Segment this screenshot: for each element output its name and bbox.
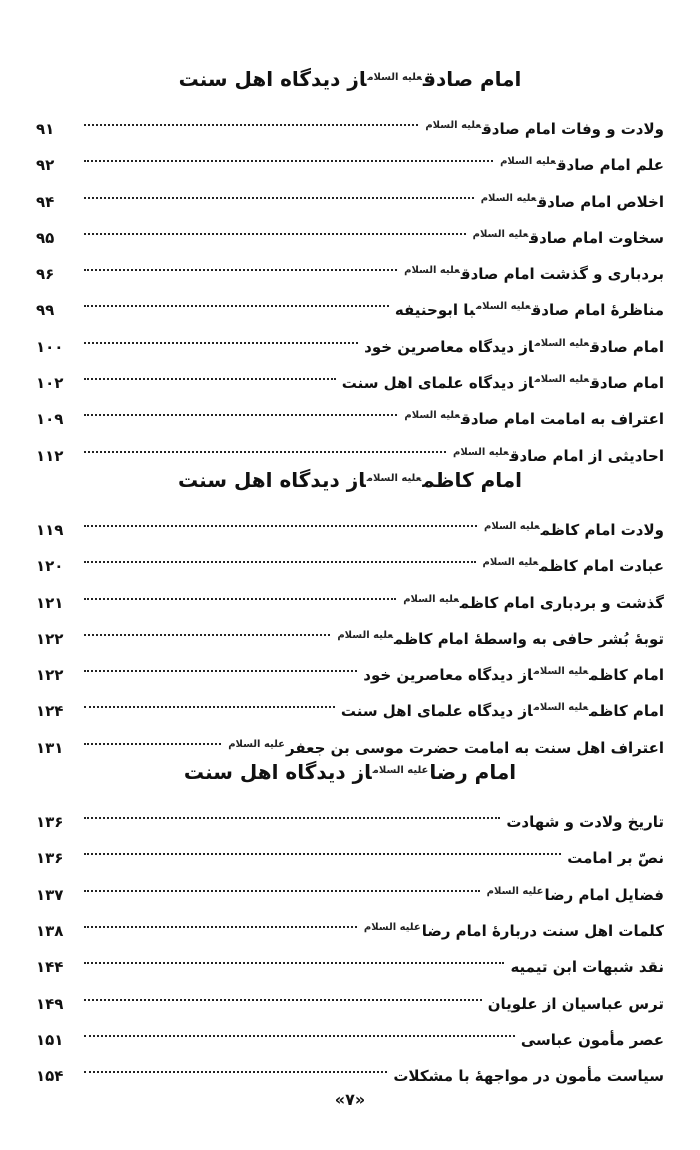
toc-page-number: ۹۶: [36, 265, 55, 284]
section-heading-rest: از دیدگاه اهل سنت: [183, 760, 372, 785]
dot-leader: [82, 717, 223, 753]
toc-entry[interactable]: [36, 791, 664, 832]
salutation-mark: عليه السلام: [366, 472, 422, 484]
toc-page-number: ۱۰۹: [36, 410, 64, 429]
page-number: «۷»: [334, 1090, 366, 1109]
dot-leader: [82, 973, 484, 1009]
toc-entry-text: عصر مأمون عباسی: [520, 1030, 664, 1049]
toc-entry-text-continued: از دیدگاه معاصرین خود: [364, 337, 534, 356]
toc-entry-text: اعتراف اهل سنت به امامت حضرت موسی بن جعفر: [286, 738, 664, 757]
dot-leader: [82, 499, 479, 535]
toc-page-number: ۱۳۸: [36, 921, 64, 940]
dot-leader: [82, 1045, 389, 1081]
toc-entry-title: [398, 585, 664, 624]
dot-leader: [82, 352, 338, 388]
toc-entry-title: [359, 657, 664, 696]
toc-entry[interactable]: [36, 499, 664, 539]
toc-page-number: ۱۴۴: [36, 958, 64, 977]
dot-leader: [82, 171, 476, 207]
dot-leader: [82, 827, 563, 863]
dot-leader: [82, 98, 420, 134]
toc-entry-title: [468, 220, 664, 259]
toc-entry-text: علم امام صادق: [556, 156, 664, 175]
toc-page-number: ۱۲۱: [36, 593, 64, 612]
dot-leader: [82, 243, 399, 279]
toc-entry-text: ولادت امام کاظم: [540, 520, 664, 539]
dot-leader: [82, 279, 391, 315]
toc-page-number: ۹۹: [36, 301, 55, 320]
toc-entry-text: توبهٔ بُشر حافی به واسطهٔ امام کاظم: [393, 629, 664, 648]
toc-page-number: ۱۴۹: [36, 994, 64, 1013]
toc-entry-title: [332, 621, 664, 660]
toc-page-number: ۱۲۴: [36, 702, 64, 721]
salutation-mark: عليه السلام: [534, 337, 590, 349]
section-heading: [36, 60, 664, 98]
salutation-mark: عليه السلام: [363, 921, 421, 933]
salutation-mark: عليه السلام: [425, 120, 481, 131]
section-heading-name: امام کاظم: [422, 467, 523, 492]
salutation-mark: عليه السلام: [367, 72, 422, 83]
toc-entry-title: [506, 949, 664, 985]
toc-entry-text: سخاوت امام صادق: [529, 228, 664, 247]
toc-page-number: ۱۰۲: [36, 374, 64, 393]
dot-leader: [82, 1009, 517, 1045]
toc-entry-title: [482, 877, 664, 916]
toc-entry-title: [479, 512, 664, 551]
salutation-mark: عليه السلام: [404, 410, 461, 422]
dot-leader: [82, 316, 360, 352]
toc-entry-text-continued: از دیدگاه معاصرین خود: [363, 666, 533, 685]
dot-leader: [82, 207, 468, 243]
toc-page-number: ۱۰۰: [36, 337, 64, 356]
salutation-mark: عليه السلام: [500, 156, 556, 168]
toc-page-number: ۱۳۷: [36, 885, 64, 904]
table-of-contents: [36, 60, 664, 1086]
toc-entry-text: کلمات اهل سنت دربارهٔ امام رضا: [421, 921, 664, 940]
toc-entry-title: [337, 693, 664, 732]
dot-leader: [82, 791, 502, 827]
toc-page-number: ۱۳۶: [36, 813, 64, 832]
dot-leader: [82, 388, 399, 424]
toc-page-number: ۱۱۹: [36, 520, 64, 539]
toc-page-number: ۹۴: [36, 192, 55, 211]
toc-page-number: ۹۱: [36, 120, 55, 138]
salutation-mark: عليه السلام: [472, 228, 529, 240]
dot-leader: [82, 608, 332, 644]
toc-entry-text: ولادت و وفات امام صادق: [481, 120, 664, 138]
dot-leader: [82, 864, 482, 900]
toc-entry-text: احادیثی از امام صادق: [509, 446, 664, 465]
salutation-mark: عليه السلام: [228, 738, 286, 750]
salutation-mark: عليه السلام: [372, 765, 429, 777]
salutation-mark: عليه السلام: [475, 301, 531, 313]
toc-page-number: ۱۱۲: [36, 446, 64, 465]
dot-leader: [82, 644, 359, 680]
toc-entry[interactable]: [36, 98, 664, 138]
dot-leader: [82, 425, 448, 461]
salutation-mark: عليه السلام: [480, 192, 537, 204]
toc-entry-text: ترس عباسیان از علویان: [487, 994, 664, 1013]
toc-entry-text-continued: با ابوحنیفه: [394, 301, 475, 320]
toc-entry-text: امام کاظم: [589, 666, 664, 685]
salutation-mark: عليه السلام: [533, 666, 589, 678]
toc-entry-text: بردباری و گذشت امام صادق: [460, 265, 664, 284]
toc-entry-text-continued: از دیدگاه علمای اهل سنت: [341, 374, 534, 393]
toc-entry-text: امام کاظم: [589, 702, 664, 721]
dot-leader: [82, 900, 359, 936]
toc-entry-title: [476, 184, 664, 223]
toc-entry-text: گذشت و بردباری امام کاظم: [459, 593, 664, 612]
toc-entry-text: تاریخ ولادت و شهادت: [506, 813, 664, 832]
dot-leader: [82, 134, 495, 170]
salutation-mark: عليه السلام: [533, 702, 589, 714]
toc-entry-text: امام صادق: [590, 337, 664, 356]
salutation-mark: عليه السلام: [337, 629, 393, 641]
section-heading-rest: از دیدگاه اهل سنت: [178, 67, 367, 91]
salutation-mark: عليه السلام: [484, 520, 540, 532]
toc-entry-text-continued: از دیدگاه علمای اهل سنت: [340, 702, 533, 721]
toc-page-number: ۱۲۰: [36, 557, 64, 576]
toc-page-number: ۱۵۴: [36, 1067, 64, 1086]
toc-entry-text: عبادت امام کاظم: [539, 557, 664, 576]
dot-leader: [82, 936, 506, 972]
salutation-mark: عليه السلام: [404, 265, 460, 277]
toc-entry-title: [517, 1022, 664, 1058]
toc-entry-title: [478, 548, 664, 587]
toc-page-number: ۱۳۱: [36, 738, 64, 757]
dot-leader: [82, 680, 337, 716]
salutation-mark: عليه السلام: [534, 374, 590, 386]
toc-entry-text: امام صادق: [590, 374, 664, 393]
toc-page-number: ۹۲: [36, 156, 55, 175]
toc-entry-title: [360, 329, 664, 368]
toc-page-number: ۹۵: [36, 228, 55, 247]
toc-entry-text: فضایل امام رضا: [544, 885, 664, 904]
toc-entry-title: [389, 1058, 664, 1094]
toc-page-number: ۱۵۱: [36, 1030, 64, 1049]
toc-entry-text: اعتراف به امامت امام صادق: [461, 410, 664, 429]
toc-entry-text: سیاست مأمون در مواجههٔ با مشکلات: [393, 1067, 664, 1086]
toc-entry-title: [391, 292, 664, 331]
section-heading-rest: از دیدگاه اهل سنت: [177, 467, 366, 492]
toc-entry-title: [563, 840, 664, 876]
section-heading-name: امام صادق: [422, 67, 522, 91]
dot-leader: [82, 572, 398, 608]
toc-entry-text: اخلاص امام صادق: [537, 192, 664, 211]
salutation-mark: عليه السلام: [486, 885, 544, 897]
toc-entry-title: [399, 256, 664, 295]
toc-page-number: ۱۳۶: [36, 849, 64, 868]
toc-entry-text: نقد شبهات ابن تیمیه: [510, 958, 664, 977]
toc-entry-text: مناظرهٔ امام صادق: [531, 301, 664, 320]
toc-page-number: ۱۲۲: [36, 666, 64, 685]
salutation-mark: عليه السلام: [453, 446, 509, 458]
toc-page-number: ۱۲۲: [36, 629, 64, 648]
toc-entry-text: نصّ بر امامت: [567, 849, 664, 868]
section-heading-name: امام رضا: [429, 760, 517, 785]
dot-leader: [82, 535, 478, 571]
salutation-mark: عليه السلام: [403, 593, 459, 605]
toc-entry-title: [495, 147, 664, 186]
salutation-mark: عليه السلام: [482, 557, 539, 569]
